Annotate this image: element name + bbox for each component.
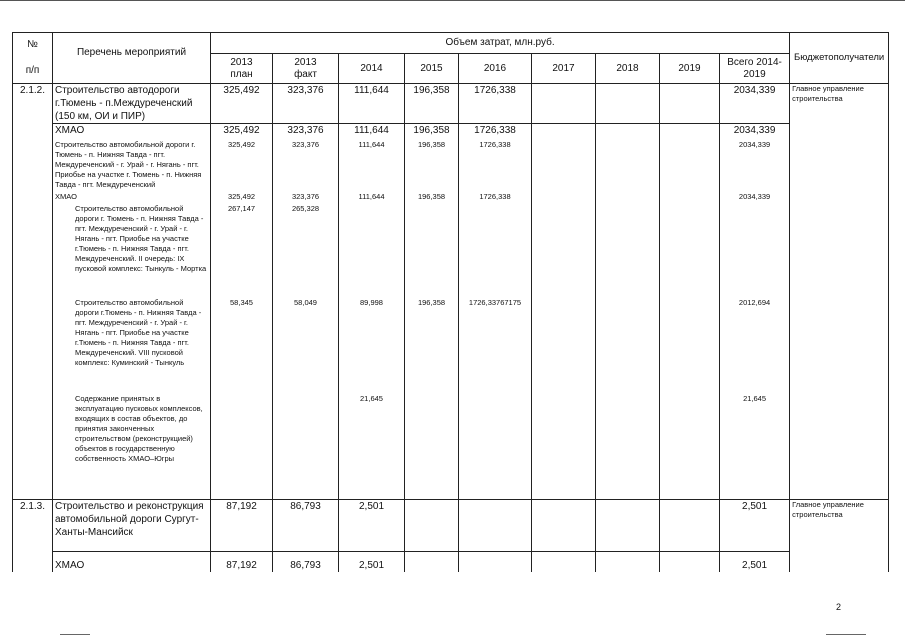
event-name: ХМАО — [53, 192, 211, 204]
year-cell: 2016 — [483, 62, 507, 74]
cell-2016: 1726,338 — [459, 124, 532, 140]
year-cell: 2019 — [678, 62, 701, 74]
year-cell: 2013 — [230, 56, 253, 68]
cell-2013-fact: 58,049 — [273, 298, 339, 394]
table-row — [13, 84, 889, 124]
table-row — [13, 298, 889, 394]
cell-2018 — [596, 84, 660, 124]
cell-2015: 196,358 — [405, 124, 459, 140]
col-recipients-header: Бюджетополучатели — [790, 33, 889, 84]
cell-2015: 196,358 — [405, 192, 459, 204]
cell-2017 — [532, 140, 596, 192]
row-number: 2.1.3. — [13, 500, 53, 572]
event-name: Содержание принятых в эксплуатацию пусковых комплексов, входящих в состав объектов, до принятия законченных строительством (реконструкцией) объектов в государственную собственность ХМАО–Югры — [53, 394, 211, 500]
cell-2015: 196,358 — [405, 84, 459, 124]
cell-2014: 111,644 — [339, 124, 405, 140]
cell-2014: 111,644 — [339, 84, 405, 124]
cell-total: 2012,694 — [720, 298, 790, 394]
cell-2017 — [532, 298, 596, 394]
cell-2013-plan: 58,345 — [211, 298, 273, 394]
cell-2015 — [405, 394, 459, 500]
cell-2013-fact: 323,376 — [273, 84, 339, 124]
cell-total: 2034,339 — [720, 192, 790, 204]
table-row — [13, 192, 889, 204]
cell-2013-fact: 323,376 — [273, 192, 339, 204]
cell-2017 — [532, 500, 596, 552]
footer-rule — [826, 634, 866, 635]
year-cell: 2014 — [360, 62, 383, 74]
cell-2013-fact: 323,376 — [273, 124, 339, 140]
col-num-header — [13, 33, 53, 84]
cell-2016: 1726,33767175 — [459, 298, 532, 394]
cell-2013-plan: 325,492 — [211, 84, 273, 124]
cell-2015: 196,358 — [405, 298, 459, 394]
cell-2017 — [532, 204, 596, 298]
cell-2017 — [532, 394, 596, 500]
cost-table — [12, 32, 889, 572]
cell-2019 — [660, 394, 720, 500]
cell-2014: 111,644 — [339, 192, 405, 204]
cell-2013-fact: 86,793 — [273, 500, 339, 552]
cell-2013-fact — [273, 394, 339, 500]
cell-2018 — [596, 552, 660, 572]
cell-total: 2034,339 — [720, 124, 790, 140]
cell-2018 — [596, 298, 660, 394]
cell-2016: 1726,338 — [459, 84, 532, 124]
cell-2017 — [532, 124, 596, 140]
table-row — [13, 140, 889, 192]
footer-rule — [60, 634, 90, 635]
recipient: Главное управление строительства — [790, 500, 889, 572]
cell-2013-plan: 267,147 — [211, 204, 273, 298]
cell-2019 — [660, 192, 720, 204]
cell-total: 2034,339 — [720, 84, 790, 124]
table-row — [13, 500, 889, 552]
cell-2019 — [660, 552, 720, 572]
cell-2014: 89,998 — [339, 298, 405, 394]
row-number: 2.1.2. — [13, 84, 53, 500]
top-rule — [0, 0, 905, 1]
col-events-header: Перечень мероприятий — [53, 33, 211, 84]
cell-2019 — [660, 204, 720, 298]
table-row — [13, 124, 889, 140]
cell-2016 — [459, 552, 532, 572]
cell-2018 — [596, 140, 660, 192]
cell-total: 21,645 — [720, 394, 790, 500]
cell-2013-fact: 86,793 — [273, 552, 339, 572]
cell-2018 — [596, 204, 660, 298]
page-number: 2 — [836, 602, 842, 612]
cell-2013-fact: 323,376 — [273, 140, 339, 192]
event-name: Строительство автомобильной дороги г.Тюмень - п. Нижняя Тавда - пгт. Междуреченский - г. Урай - г. Нягань - пгт. Приобье на участке г.Тюмень - п. Нижняя Тавда - пгт. Междуреченский. VIII пусковой комплекс: Куминский - Тынкуль — [53, 298, 211, 394]
year-sub: 2019 — [743, 68, 766, 80]
event-name: Строительство и реконструкция автомобильной дороги Сургут-Ханты-Мансийск — [53, 500, 211, 552]
pn-label: п/п — [25, 65, 40, 76]
cell-2017 — [532, 552, 596, 572]
cell-2017 — [532, 192, 596, 204]
cell-2013-fact: 265,328 — [273, 204, 339, 298]
event-name: Строительство автодороги г.Тюмень - п.Междуреченский (150 км, ОИ и ПИР) — [53, 84, 211, 124]
cell-2014 — [339, 204, 405, 298]
cell-2013-plan: 325,492 — [211, 124, 273, 140]
cell-2018 — [596, 394, 660, 500]
cell-total: 2,501 — [720, 552, 790, 572]
cell-2016 — [459, 204, 532, 298]
cell-2015 — [405, 500, 459, 552]
table-row — [13, 552, 889, 572]
event-name: Строительство автомобильной дороги г. Тюмень - п. Нижняя Тавда - пгт. Междуреченский - г. Урай - г. Нягань - пгт. Приобье на участке г.Тюмень - п. Нижняя Тавда - пгт. Междуреченский. II очередь: IX пусковой комплекс: Тынкуль - Мортка — [53, 204, 211, 298]
cell-2019 — [660, 298, 720, 394]
cell-2018 — [596, 500, 660, 552]
cell-2013-plan: 325,492 — [211, 140, 273, 192]
cell-2019 — [660, 84, 720, 124]
cell-2016 — [459, 394, 532, 500]
cell-2013-plan: 87,192 — [211, 500, 273, 552]
cell-total: 2,501 — [720, 500, 790, 552]
cell-2014: 111,644 — [339, 140, 405, 192]
cell-total — [720, 204, 790, 298]
cell-2015: 196,358 — [405, 140, 459, 192]
table-row — [13, 394, 889, 500]
cell-2016: 1726,338 — [459, 140, 532, 192]
cell-2013-plan: 87,192 — [211, 552, 273, 572]
year-cell: 2015 — [420, 62, 443, 74]
cell-2014: 21,645 — [339, 394, 405, 500]
year-cell: Всего 2014- — [727, 56, 782, 68]
year-cell: 2017 — [552, 62, 575, 74]
event-name: ХМАО — [53, 552, 211, 572]
cell-2019 — [660, 124, 720, 140]
table-row — [13, 204, 889, 298]
cell-total: 2034,339 — [720, 140, 790, 192]
year-sub: факт — [294, 68, 317, 80]
year-sub: план — [230, 68, 253, 80]
cell-2013-plan: 325,492 — [211, 192, 273, 204]
cell-2013-plan — [211, 394, 273, 500]
cell-2018 — [596, 124, 660, 140]
cell-2019 — [660, 500, 720, 552]
event-name: ХМАО — [53, 124, 211, 140]
recipient: Главное управление строительства — [790, 84, 889, 500]
event-name: Строительство автомобильной дороги г. Тюмень - п. Нижняя Тавда - пгт. Междуреченский - г. Урай - г. Нягань - пгт. Приобье на участке г. Тюмень - п. Нижняя Тавда - пгт. Междуреченский — [53, 140, 211, 192]
cell-2014: 2,501 — [339, 552, 405, 572]
cell-2015 — [405, 552, 459, 572]
cell-2018 — [596, 192, 660, 204]
cell-2015 — [405, 204, 459, 298]
year-cell: 2018 — [616, 62, 639, 74]
cell-2016 — [459, 500, 532, 552]
costs-header: Объем затрат, млн.руб. — [211, 33, 790, 54]
cell-2017 — [532, 84, 596, 124]
cell-2014: 2,501 — [339, 500, 405, 552]
cell-2016: 1726,338 — [459, 192, 532, 204]
cell-2019 — [660, 140, 720, 192]
year-cell: 2013 — [294, 56, 317, 68]
num-label: № — [27, 39, 38, 50]
